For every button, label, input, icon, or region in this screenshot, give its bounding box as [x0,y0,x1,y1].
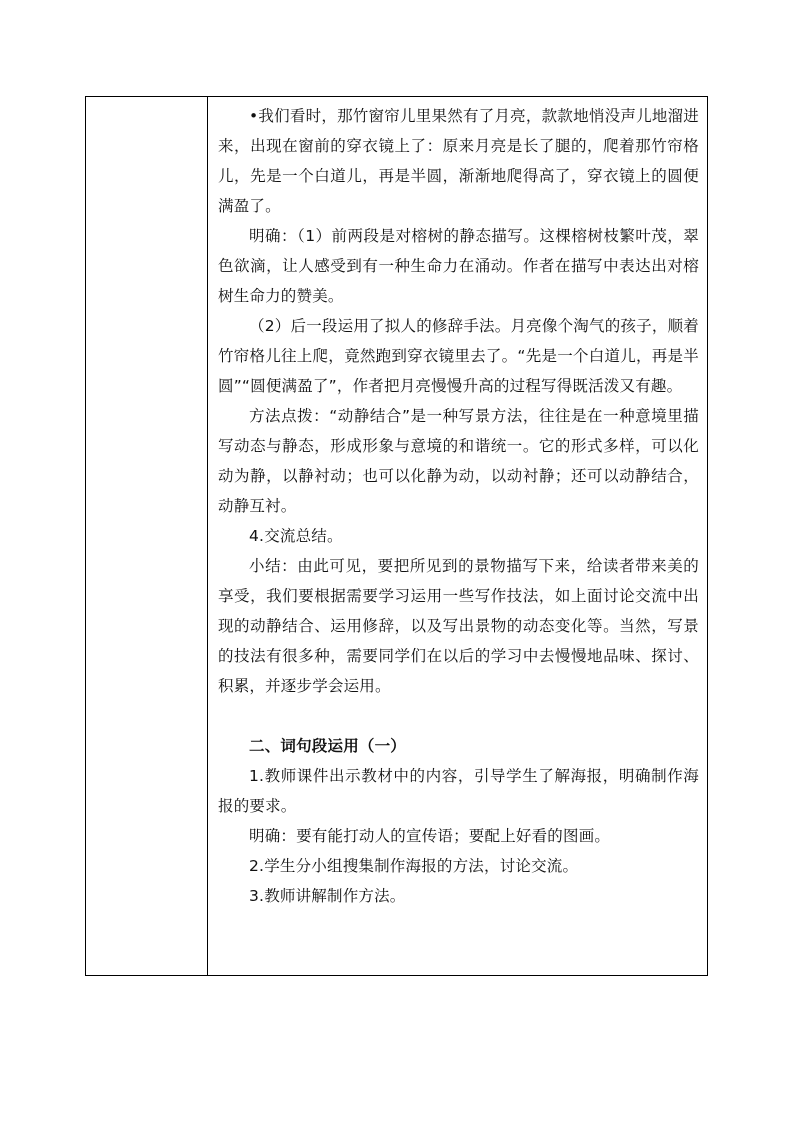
paragraph-summary: 小结：由此可见，要把所见到的景物描写下来，给读者带来美的享受，我们要根据需要学习运用一些写作技法，如上面讨论交流中出现的动静结合、运用修辞，以及写出景物的动态变化等。当然，写景的技法有很多种，需要同学们在以后的学习中去慢慢地品味、探讨、积累，并逐步学会运用。 [218,557,699,695]
table-left-column [86,97,208,975]
section-step-2: 2.学生分小组搜集制作海报的方法，讨论交流。 [249,857,579,875]
paragraph-quote: •我们看时，那竹窗帘儿里果然有了月亮，款款地悄没声儿地溜进来，出现在窗前的穿衣镜上了：原来月亮是长了腿的，爬着那竹帘格儿，先是一个白道儿，再是半圆，渐渐地爬得高了，穿衣镜上的圆便满盈了。 [218,107,699,215]
lesson-table [85,96,708,976]
blank-line [218,701,699,731]
section-step-1: 1.教师课件出示教材中的内容，引导学生了解海报，明确制作海报的要求。 [218,767,699,815]
paragraph-clarify-2: （2）后一段运用了拟人的修辞手法。月亮像个淘气的孩子，顺着竹帘格儿往上爬，竟然跑到穿衣镜里去了。“先是一个白道儿，再是半圆”“圆便满盈了”，作者把月亮慢慢升高的过程写得既活泼又有趣。 [218,317,699,395]
paragraph-clarify-1: 明确：（1）前两段是对榕树的静态描写。这棵榕树枝繁叶茂，翠色欲滴，让人感受到有一种生命力在涌动。作者在描写中表达出对榕树生命力的赞美。 [218,227,699,305]
section-step-3: 3.教师讲解制作方法。 [249,887,406,905]
paragraph-method-tip: 方法点拨：“动静结合”是一种写景方法，往往是在一种意境里描写动态与静态，形成形象与意境的和谐统一。它的形式多样，可以化动为静，以静衬动；也可以化静为动，以动衬静；还可以动静结合，动静互衬。 [218,407,699,515]
paragraph-step-4: 4.交流总结。 [249,527,343,545]
table-content-column [208,97,707,975]
section-clarify: 明确：要有能打动人的宣传语；要配上好看的图画。 [249,827,611,845]
section-heading: 二、词句段运用（一） [249,737,407,755]
